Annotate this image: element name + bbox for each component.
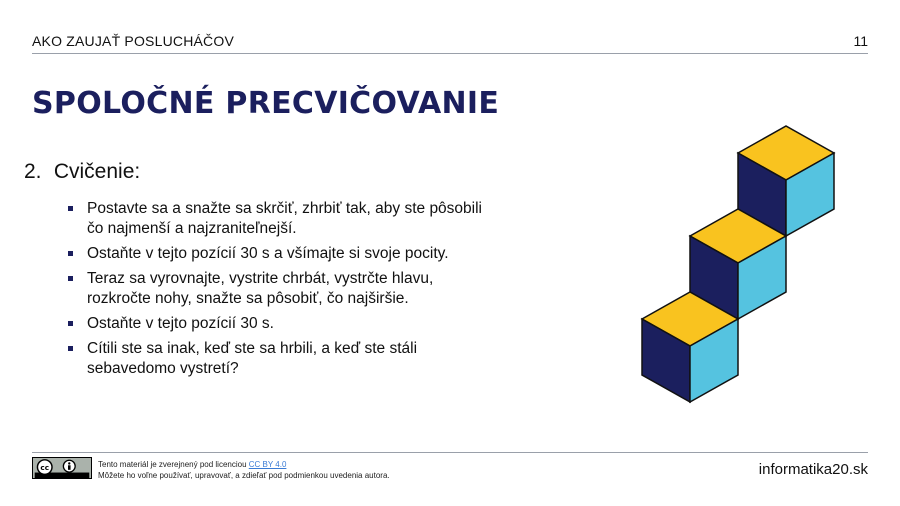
exercise-list xyxy=(68,199,498,384)
bullet-square-icon xyxy=(68,251,73,256)
list-item xyxy=(68,244,498,264)
list-item xyxy=(68,339,498,379)
footer-divider xyxy=(32,452,868,453)
stacked-cubes-icon xyxy=(630,120,840,410)
bullet-square-icon xyxy=(68,206,73,211)
site-name: informatika20.sk xyxy=(758,461,868,478)
list-item-text: Postavte sa a snažte sa skrčiť, zhrbiť tak, aby ste pôsobili čo najmenší a najzraniteľnejší. xyxy=(87,200,483,237)
list-item-text: Ostaňte v tejto pozícií 30 s. xyxy=(87,315,274,332)
list-item xyxy=(68,199,498,239)
list-item-text: Ostaňte v tejto pozícií 30 s a všímajte si svoje pocity. xyxy=(87,245,449,262)
license-prefix: Tento materiál je zverejnený pod licenciou xyxy=(98,460,249,469)
license-line-1 xyxy=(98,459,390,470)
list-item xyxy=(68,269,498,309)
license-text xyxy=(98,459,390,481)
bullet-square-icon xyxy=(68,321,73,326)
header-divider xyxy=(32,53,868,54)
page-number: 11 xyxy=(853,33,868,49)
svg-text:cc: cc xyxy=(40,462,50,472)
bullet-square-icon xyxy=(68,346,73,351)
license-line-2: Môžete ho voľne používať, upravovať, a zdieľať pod podmienkou uvedenia autora. xyxy=(98,471,390,480)
cc-by-icon[interactable] xyxy=(32,457,92,479)
section-label: Cvičenie: xyxy=(53,160,141,183)
list-item xyxy=(68,314,498,334)
section-number: 2. xyxy=(24,160,42,183)
slide-title: SPOLOČNÉ PRECVIČOVANIE xyxy=(32,86,500,121)
bullet-square-icon xyxy=(68,276,73,281)
section-heading xyxy=(24,160,140,184)
header-title: AKO ZAUJAŤ POSLUCHÁČOV xyxy=(32,33,234,49)
list-item-text: Teraz sa vyrovnajte, vystrite chrbát, vystrčte hlavu, rozkročte nohy, snažte sa pôsobiť, čo najširšie. xyxy=(87,270,434,307)
list-item-text: Cítili ste sa inak, keď ste sa hrbili, a keď ste stáli sebavedomo vystretí? xyxy=(87,340,418,377)
license-link[interactable]: CC BY 4.0 xyxy=(248,460,287,469)
